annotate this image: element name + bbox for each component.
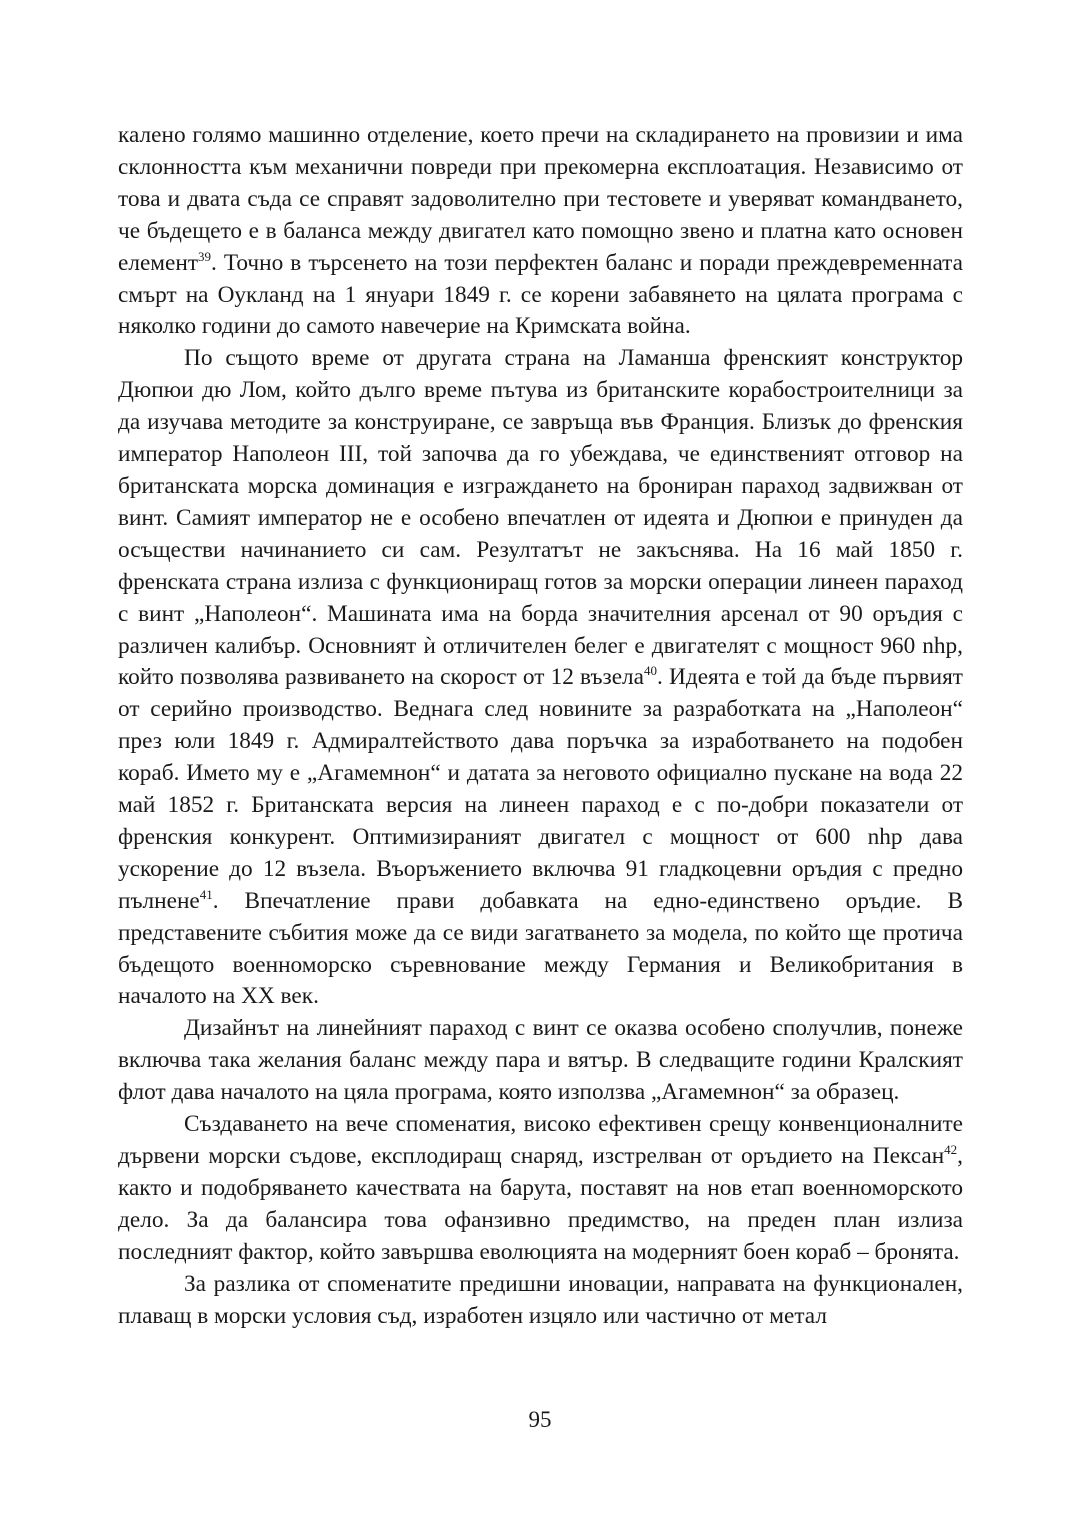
footnote-ref-40[interactable]: 40 bbox=[644, 663, 658, 679]
paragraph-5 bbox=[118, 1269, 963, 1333]
paragraph-text: За разлика от споменатите предишни иновации, направата на функционален, плаващ в морски условия съд, изработен изцяло или частично от метал bbox=[118, 1270, 963, 1329]
page-body bbox=[118, 120, 963, 1332]
paragraph-text: Дизайнът на линейният параход с винт се оказва особено сполучлив, понеже включва така желания баланс между пара и вятър. В следващите години Кралският флот дава началото на цяла програма, която използва „Агамемнон“ за образец. bbox=[118, 1015, 963, 1106]
paragraph-text: По същото време от другата страна на Ламанша френският конструктор Дюпюи дю Лом, който дълго време пътува из британските корабостроителници за да изучава методите за конструиране, се завръща във Франция. Близък до френския император Наполеон III, той започва да го убеждава, че единственият отговор на британската морска доминация е изграждането на брониран параход задвижван от винт. Самият император не е особено впечатлен от идеята и Дюпюи е принуден да осъществи начинанието си сам. Резултатът не закъснява. На 16 май 1850 г. френската страна излиза с функциониращ готов за морски операции линеен параход с винт „Наполеон“. Машината има на борда значителния арсенал от 90 оръдия с различен калибър. Основният ѝ отличителен белег е двигателят с мощност 960 nhp, който позволява развиването на скорост от 12 възела bbox=[118, 345, 963, 691]
paragraph-text: , както и подобряването качествата на барута, поставят на нов етап военноморското дело. За да балансира това офанзивно предимство, на преден план излиза последният фактор, който завършва еволюцията на модерният боен кораб – бронята. bbox=[118, 1143, 963, 1265]
page-number: 95 bbox=[528, 1407, 552, 1432]
footnote-ref-42[interactable]: 42 bbox=[944, 1142, 958, 1157]
paragraph-1 bbox=[118, 120, 963, 343]
paragraph-text: . Точно в търсенето на този перфектен баланс и поради преждевременната смърт на Оукланд на 1 януари 1849 г. се корени забавянето на цялата програма с няколко години до самото навечерие на Кримската война. bbox=[118, 249, 963, 340]
footnote-ref-39[interactable]: 39 bbox=[198, 248, 212, 264]
footnote-ref-41[interactable]: 41 bbox=[199, 886, 213, 902]
paragraph-4 bbox=[118, 1109, 963, 1269]
paragraph-text: Създаването на вече споменатия, високо ефективен срещу конвенционалните дървени морски съдове, експлодиращ снаряд, изстрелван от оръдието на Пексан bbox=[118, 1111, 963, 1169]
paragraph-text: . Впечатление прави добавката на едно-единствено оръдие. В представените събития може да се види загатването за модела, по който ще протича бъдещото военноморско съревнование между Германия и Великобритания в началото на XX век. bbox=[118, 887, 963, 1010]
paragraph-text: калено голямо машинно отделение, което пречи на складирането на провизии и има склонността към механични повреди при прекомерна експлоатация. Независимо от това и двата съда се справят задоволително при тестовете и уверяват командването, че бъдещето е в баланса между двигател като помощно звено и платна като основен елемент bbox=[118, 122, 963, 276]
paragraph-2 bbox=[118, 343, 963, 1013]
paragraph-text: . Идеята е той да бъде първият от серийно производство. Веднага след новините за разработката на „Наполеон“ през юли 1849 г. Адмиралтейството дава поръчка за изработването на подобен кораб. Името му е „Агамемнон“ и датата за неговото официално пускане на вода 22 май 1852 г. Британската версия на линеен параход е с по-добри показатели от френския конкурент. Оптимизираният двигател с мощност от 600 nhp дава ускорение до 12 възела. Въоръжението включва 91 гладкоцевни оръдия с предно пълнене bbox=[118, 664, 963, 914]
paragraph-3 bbox=[118, 1013, 963, 1109]
